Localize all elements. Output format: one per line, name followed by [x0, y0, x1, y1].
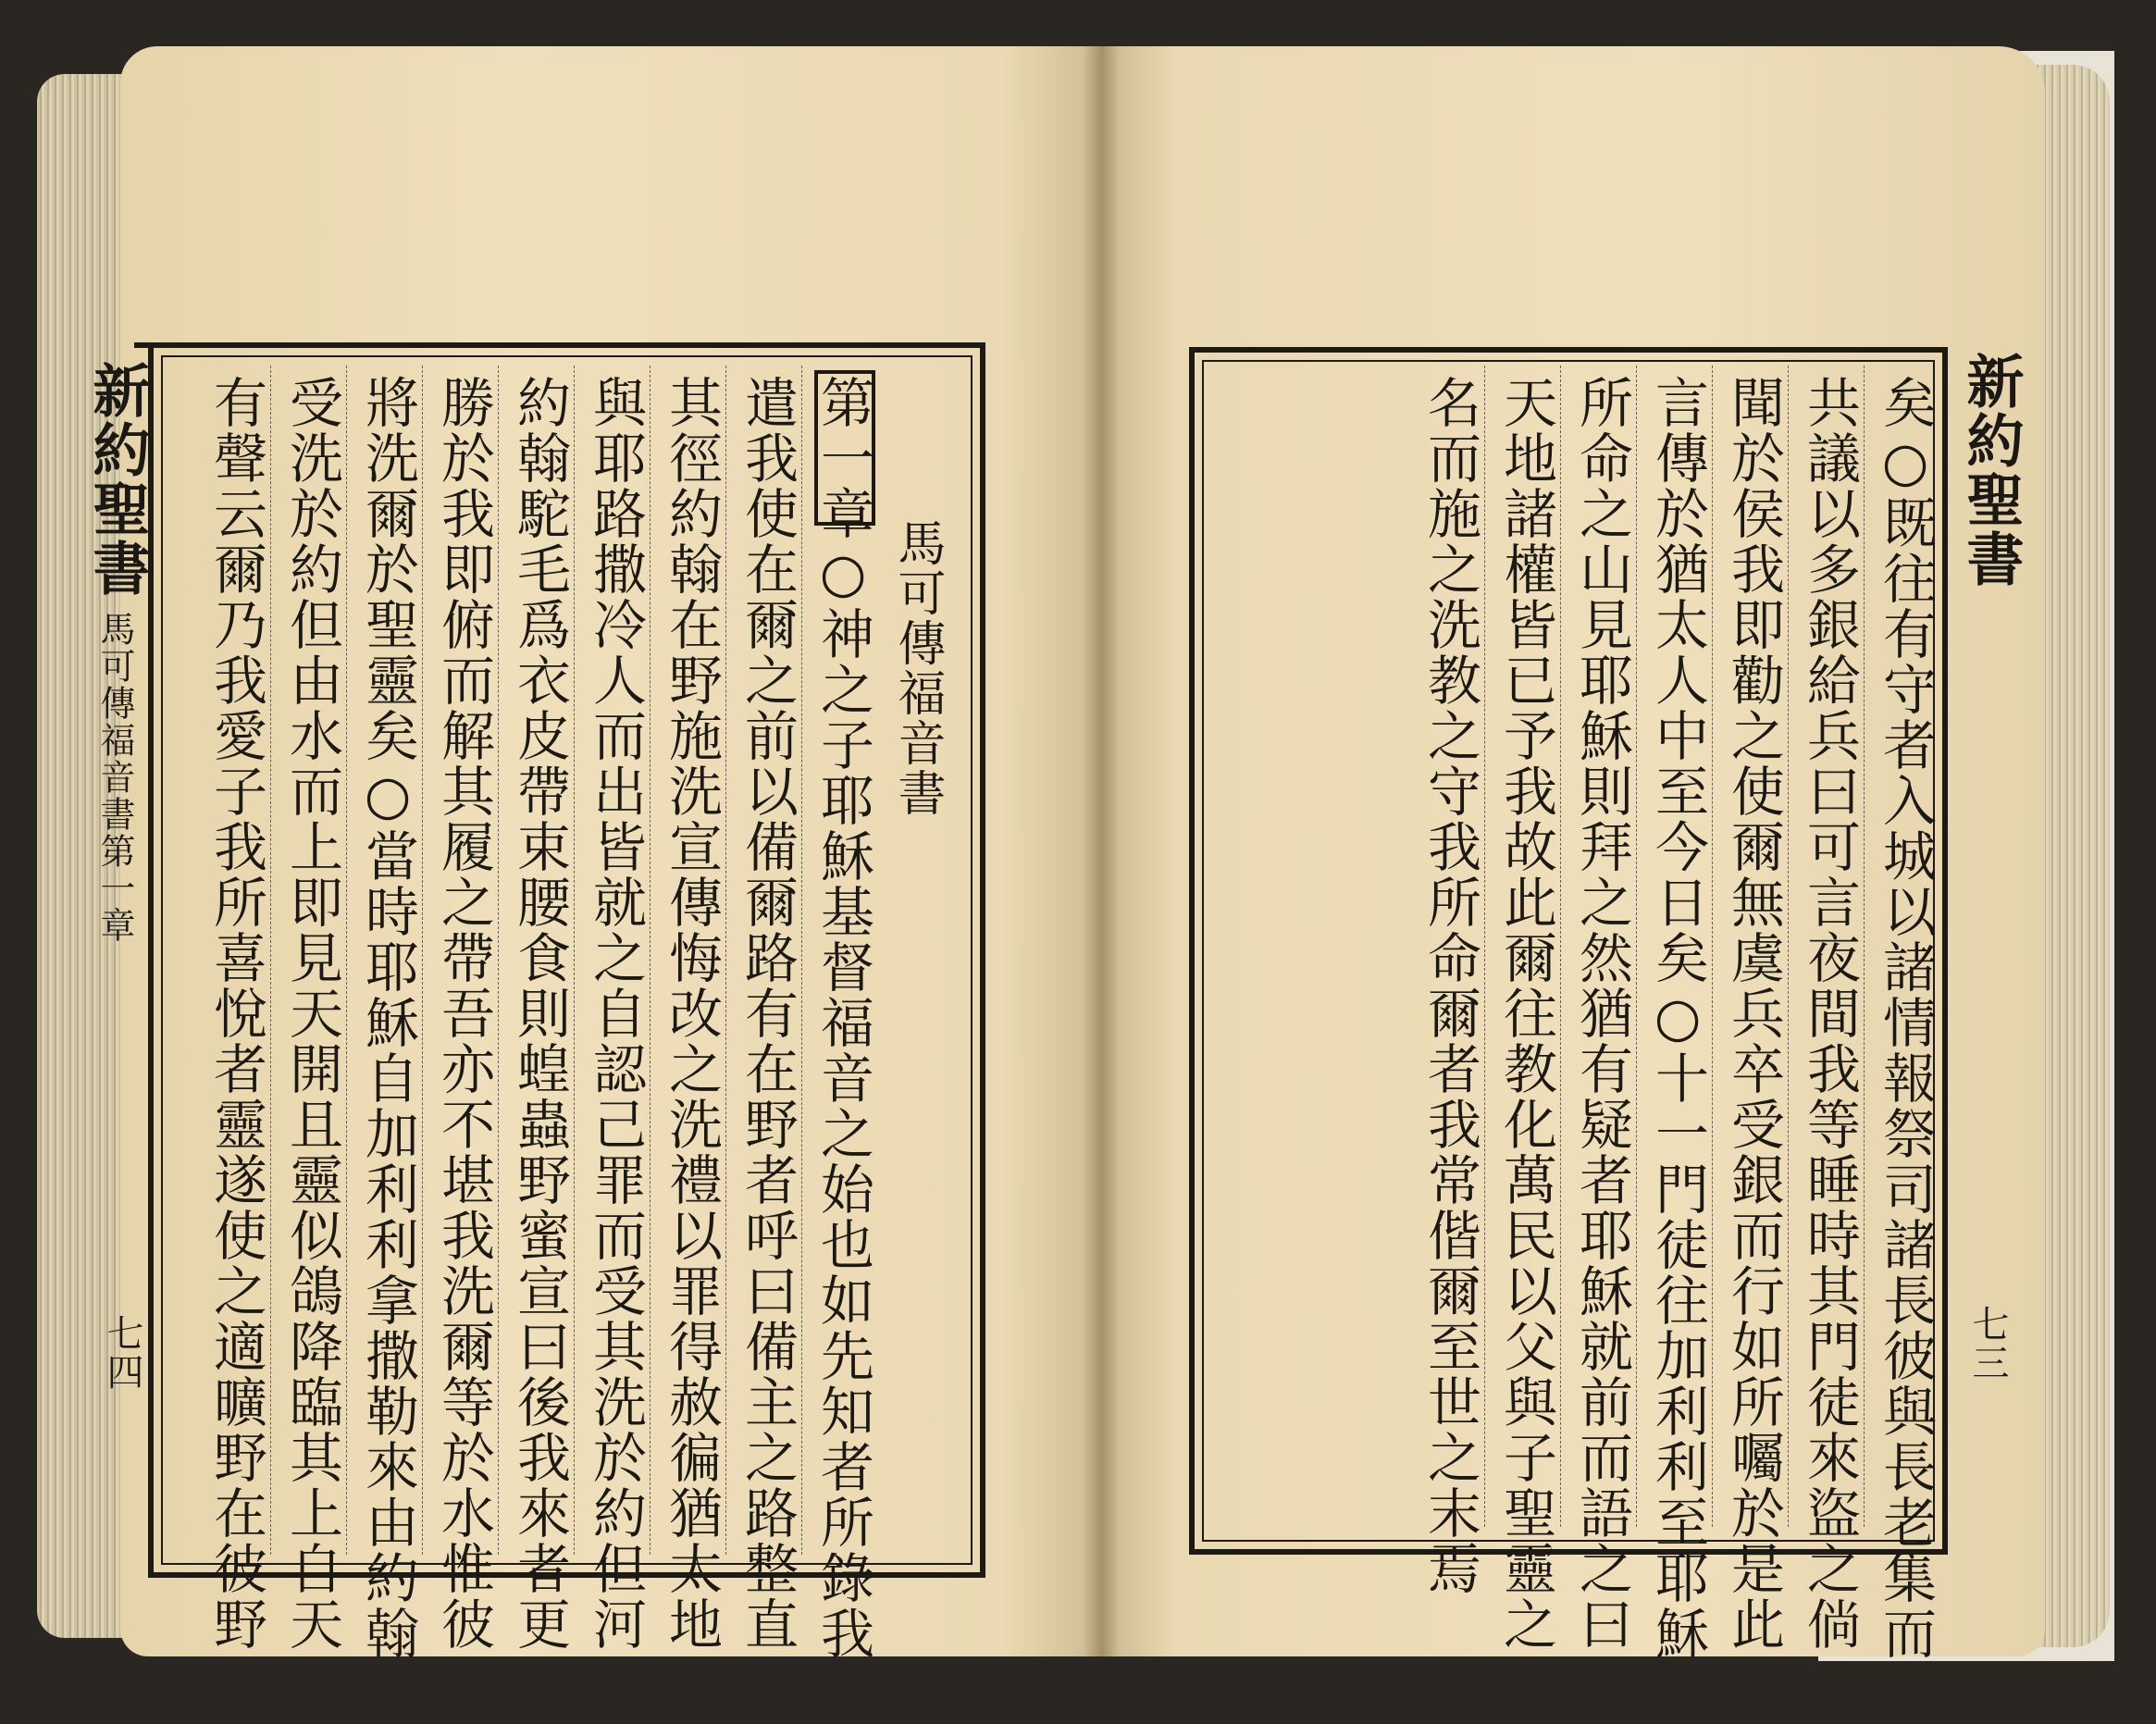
left-page-number: 七四 — [101, 1314, 143, 1392]
left-column-7: 將洗爾於聖靈矣○當時耶穌自加利利拿撒勒來由約翰 — [356, 375, 419, 1661]
right-column-7: 名而施之洗教之守我所命爾者我常偕爾至世之末焉 — [1419, 375, 1481, 1596]
right-column-5: 所命之山見耶穌則拜之然猶有疑者耶穌就前而語之曰 — [1570, 375, 1633, 1652]
right-margin-title: 新約聖書 — [1957, 352, 2025, 589]
left-column-8: 受洗於約但由水而上即見天開且靈似鴿降臨其上自天 — [280, 375, 343, 1652]
left-column-4: 與耶路撒冷人而出皆就之自認己罪而受其洗於約但河 — [584, 375, 647, 1652]
right-page-number: 七三 — [1966, 1305, 2009, 1383]
book-gutter — [1083, 46, 1120, 1656]
right-column-4: 言傳於猶太人中至今日矣○十一門徒往加利利至耶穌 — [1646, 375, 1709, 1661]
left-column-2: 遣我使在爾之前以備爾路有在野者呼曰備主之路整直 — [736, 375, 799, 1652]
right-column-3: 聞於侯我即勸之使爾無虞兵卒受銀而行如所囑於是此 — [1722, 375, 1785, 1652]
left-column-1: 第一章○神之子耶穌基督福音之始也如先知者所錄我 — [812, 375, 874, 1661]
left-column-5: 約翰駝毛爲衣皮帶束腰食則蝗蟲野蜜宣曰後我來者更 — [508, 375, 571, 1652]
left-column-9: 有聲云爾乃我愛子我所喜悅者靈遂使之適曠野在彼野 — [204, 375, 267, 1652]
right-column-6: 天地諸權皆已予我故此爾往教化萬民以父與子聖靈之 — [1494, 375, 1557, 1652]
left-column-6: 勝於我即俯而解其履之帶吾亦不堪我洗爾等於水惟彼 — [432, 375, 495, 1652]
book-heading: 馬可傳福音書 — [889, 518, 945, 818]
left-margin-title: 新約聖書 — [83, 361, 151, 598]
right-column-2: 共議以多銀給兵曰可言夜間我等睡時其門徒來盜之倘 — [1798, 375, 1861, 1652]
left-margin-subtitle: 馬可傳福音書第一章 — [94, 611, 135, 944]
left-column-3: 其徑約翰在野施洗宣傳悔改之洗禮以罪得赦徧猶太地 — [660, 375, 723, 1652]
left-frame-tab — [134, 342, 151, 348]
right-column-1: 矣○既往有守者入城以諸情報祭司諸長彼與長老集而 — [1874, 375, 1937, 1661]
